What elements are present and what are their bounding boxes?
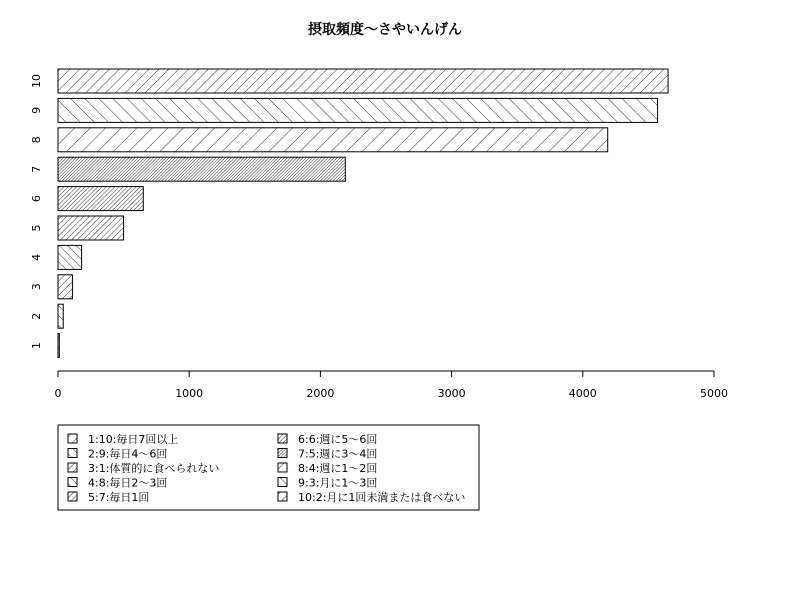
y-tick-label: 7 (30, 165, 43, 173)
y-tick-label: 9 (30, 106, 43, 114)
legend-label: 1:10:毎日7回以上 (88, 433, 179, 446)
y-axis-ticks (30, 74, 43, 349)
legend-label: 4:8:毎日2〜3回 (88, 476, 168, 490)
bar-5-fill (58, 216, 124, 240)
legend-swatch (68, 492, 77, 501)
bar-10 (58, 69, 668, 93)
legend-swatch (278, 434, 287, 443)
x-tick-label: 0 (54, 387, 62, 400)
x-tick-label: 4000 (568, 387, 597, 400)
y-tick-label: 8 (30, 136, 43, 144)
bar-9 (58, 98, 658, 122)
legend-label: 8:4:週に1〜2回 (298, 462, 378, 475)
legend-label: 7:5:週に3〜4回 (298, 447, 378, 461)
legend-label: 10:2:月に1回未満または食べない (298, 491, 466, 504)
bar-7 (58, 157, 345, 181)
legend-swatch (68, 434, 77, 443)
y-tick-label: 1 (30, 342, 43, 350)
legend-label: 5:7:毎日1回 (88, 491, 150, 504)
legend-swatch (278, 463, 287, 472)
bars-group (58, 69, 668, 358)
legend-label: 9:3:月に1〜3回 (298, 476, 378, 490)
y-tick-label: 6 (30, 195, 43, 203)
legend-label: 6:6:週に5〜6回 (298, 433, 378, 446)
x-axis (55, 371, 729, 400)
bar-3 (58, 275, 72, 299)
x-tick-label: 2000 (306, 387, 335, 400)
y-tick-label: 2 (30, 312, 43, 320)
bar-1 (58, 334, 59, 358)
bar-3-fill (58, 275, 72, 299)
bar-2 (58, 304, 63, 328)
x-tick-label: 3000 (437, 387, 466, 400)
legend-item (68, 461, 219, 475)
bar-8-fill (58, 128, 608, 152)
legend-item (278, 490, 465, 504)
legend-swatch (278, 449, 287, 458)
bar-4-fill (58, 245, 82, 269)
y-tick-label: 5 (30, 224, 43, 232)
bar-9-fill (58, 98, 658, 122)
bar-2-fill (58, 304, 63, 328)
bar-10-fill (58, 69, 668, 93)
bar-6-fill (58, 187, 143, 211)
legend-label: 2:9:毎日4〜6回 (88, 447, 168, 461)
y-tick-label: 3 (30, 283, 43, 291)
legend-swatch (278, 478, 287, 487)
chart-title: 摂取頻度〜さやいんげん (308, 22, 462, 38)
x-tick-label: 1000 (175, 387, 204, 400)
x-tick-label: 5000 (700, 387, 728, 400)
legend-swatch (68, 449, 77, 458)
legend-swatch (278, 492, 287, 501)
legend-label: 3:1:体質的に食べられない (88, 462, 220, 475)
legend (58, 425, 479, 510)
bar-6 (58, 187, 143, 211)
legend-swatch (68, 478, 77, 487)
y-tick-label: 4 (30, 253, 43, 261)
bar-4 (58, 245, 82, 269)
y-tick-label: 10 (30, 74, 43, 88)
bar-5 (58, 216, 124, 240)
bar-1-fill (58, 334, 59, 358)
bar-8 (58, 128, 608, 152)
bar-7-fill (58, 157, 345, 181)
legend-swatch (68, 463, 77, 472)
